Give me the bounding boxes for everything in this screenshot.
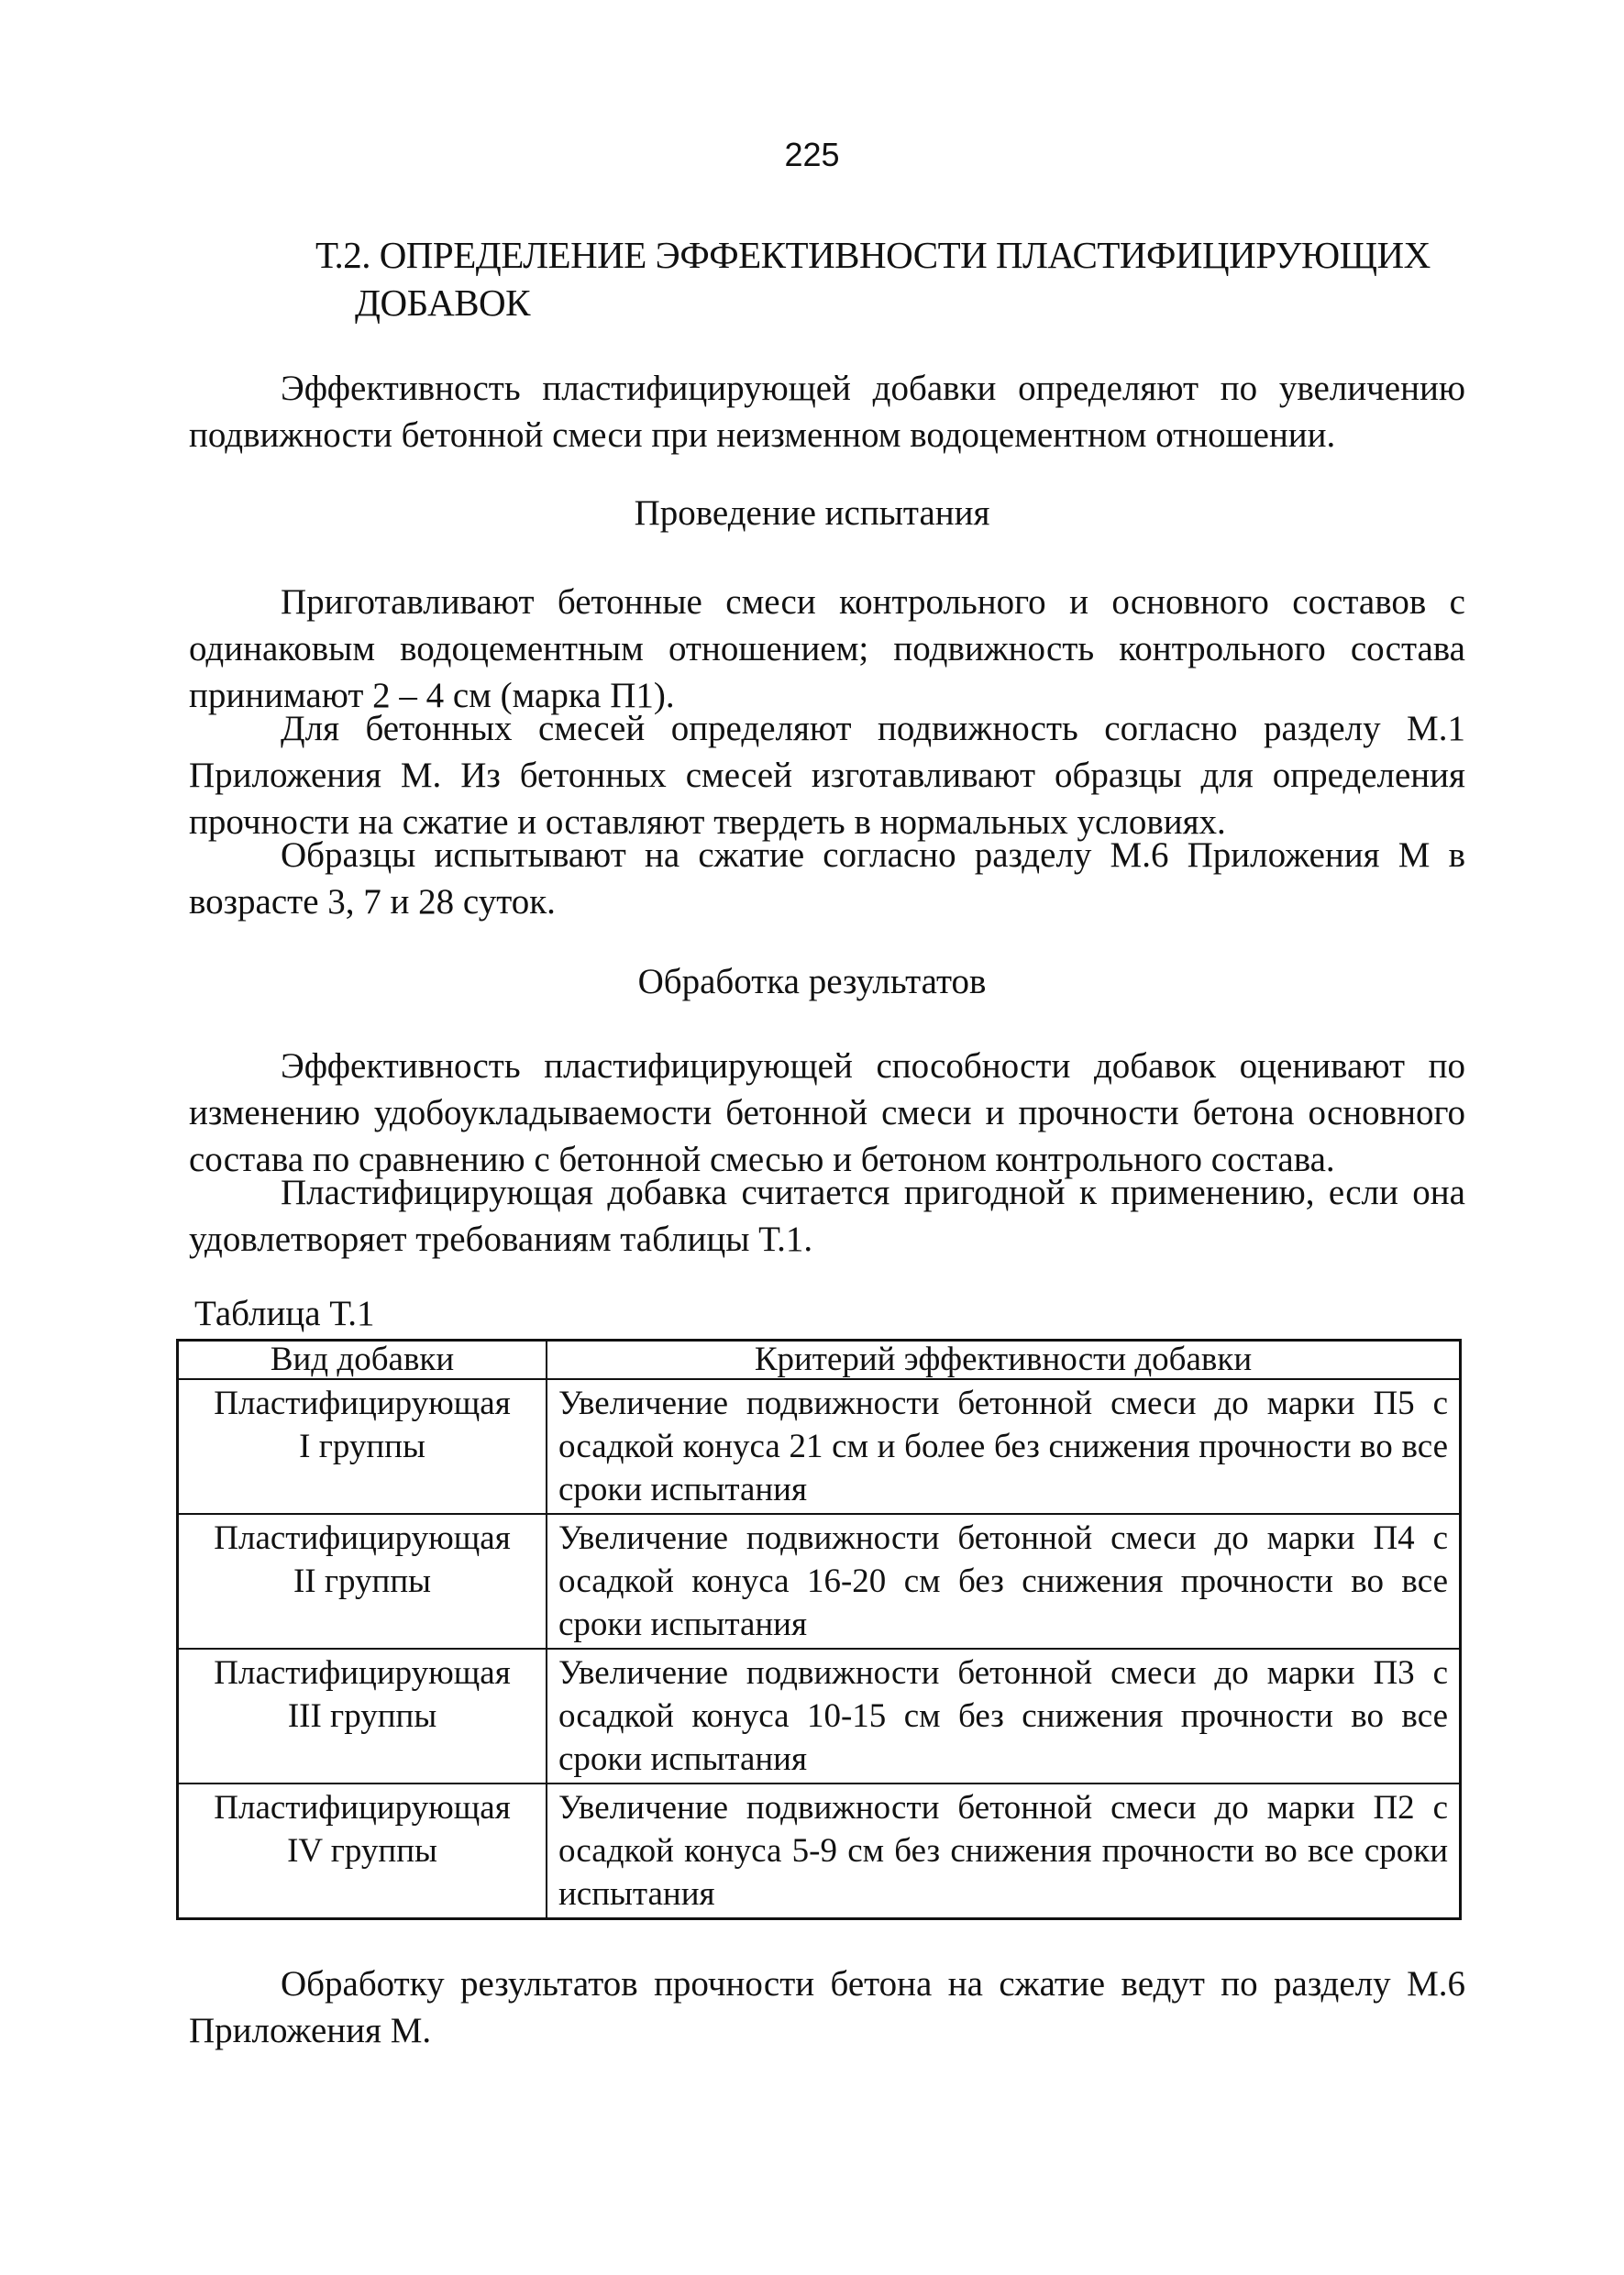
closing-text: Обработку результатов прочности бетона на сжатие ведут по разделу М.6 Приложения М. xyxy=(189,1964,1465,2050)
section-title xyxy=(315,231,1508,326)
testing-p2-text: Для бетонных смесей определяют подвижность согласно разделу М.1 Приложения М. Из бетонных смесей изготавливают образцы для определения прочности на сжатие и оставляют твердеть в нормальных условиях. xyxy=(189,709,1465,842)
table-row xyxy=(178,1514,1461,1649)
table-row xyxy=(178,1649,1461,1784)
processing-heading: Обработка результатов xyxy=(637,962,987,1001)
kind-line2: IV группы xyxy=(287,1832,437,1870)
criterion-cell: Увеличение подвижности бетонной смеси до марки П4 с осадкой конуса 16-20 см без снижения прочности во все сроки испытания xyxy=(547,1514,1461,1649)
criterion-cell: Увеличение подвижности бетонной смеси до марки П5 с осадкой конуса 21 см и более без снижения прочности во все сроки испытания xyxy=(547,1379,1461,1514)
page-number: 225 xyxy=(784,136,840,173)
table-header-row xyxy=(178,1341,1461,1380)
kind-line2: III группы xyxy=(287,1697,437,1735)
criteria-table xyxy=(176,1339,1462,1920)
kind-line1: Пластифицирующая xyxy=(214,1654,511,1692)
criterion-cell: Увеличение подвижности бетонной смеси до марки П3 с осадкой конуса 10-15 см без снижения прочности во все сроки испытания xyxy=(547,1649,1461,1784)
table-row xyxy=(178,1784,1461,1919)
closing-paragraph xyxy=(189,1960,1465,2054)
kind-line1: Пластифицирующая xyxy=(214,1789,511,1827)
header-criterion: Критерий эффективности добавки xyxy=(547,1341,1461,1380)
kind-line2: I группы xyxy=(299,1428,425,1465)
testing-p1-text: Приготавливают бетонные смеси контрольного и основного составов с одинаковым водоцементным отношением; подвижность контрольного состава принимают 2 – 4 см (марка П1). xyxy=(189,582,1465,715)
testing-heading: Проведение испытания xyxy=(634,493,990,533)
section-title-line2: ДОБАВОК xyxy=(355,282,530,324)
section-title-line1: Т.2. ОПРЕДЕЛЕНИЕ ЭФФЕКТИВНОСТИ ПЛАСТИФИЦИРУЮЩИХ xyxy=(315,234,1431,276)
testing-p3-text: Образцы испытывают на сжатие согласно разделу М.6 Приложения М в возрасте 3, 7 и 28 суток. xyxy=(189,835,1465,922)
testing-paragraph-2 xyxy=(189,705,1465,845)
kind-cell xyxy=(178,1784,547,1919)
processing-paragraph-2 xyxy=(189,1169,1465,1263)
processing-paragraph-1 xyxy=(189,1043,1465,1183)
header-kind: Вид добавки xyxy=(178,1341,547,1380)
processing-p2-text: Пластифицирующая добавка считается пригодной к применению, если она удовлетворяет требованиям таблицы Т.1. xyxy=(189,1173,1465,1259)
kind-line2: II группы xyxy=(293,1563,432,1600)
criterion-cell: Увеличение подвижности бетонной смеси до марки П2 с осадкой конуса 5-9 см без снижения прочности во все сроки испытания xyxy=(547,1784,1461,1919)
table-row xyxy=(178,1379,1461,1514)
kind-cell xyxy=(178,1379,547,1514)
kind-line1: Пластифицирующая xyxy=(214,1385,511,1422)
kind-line1: Пластифицирующая xyxy=(214,1519,511,1557)
kind-cell xyxy=(178,1514,547,1649)
kind-cell xyxy=(178,1649,547,1784)
testing-paragraph-3 xyxy=(189,832,1465,925)
testing-paragraph-1 xyxy=(189,579,1465,719)
intro-text: Эффективность пластифицирующей добавки определяют по увеличению подвижности бетонной смеси при неизменном водоцементном отношении. xyxy=(189,369,1465,455)
processing-p1-text: Эффективность пластифицирующей способности добавок оценивают по изменению удобоукладываемости бетонной смеси и прочности бетона основного состава по сравнению с бетонной смесью и бетоном контрольного состава. xyxy=(189,1046,1465,1179)
table-caption: Таблица Т.1 xyxy=(194,1294,375,1333)
intro-paragraph xyxy=(189,365,1465,458)
